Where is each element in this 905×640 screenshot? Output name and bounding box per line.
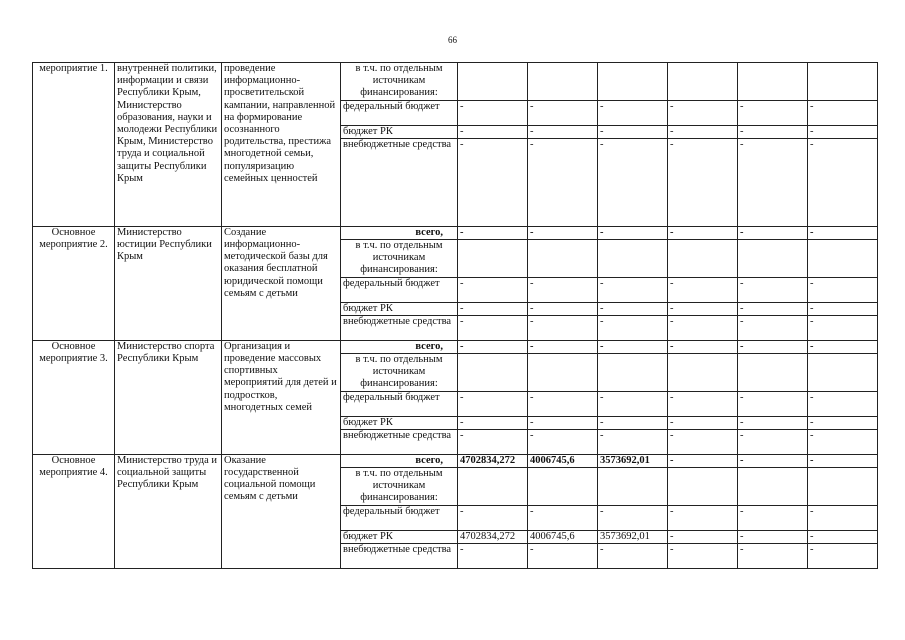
value-cell: - (738, 277, 808, 302)
value-cell (528, 468, 598, 506)
value-cell: - (598, 125, 668, 138)
value-cell: - (598, 315, 668, 340)
value-cell: 3573692,01 (598, 530, 668, 543)
value-cell: - (668, 391, 738, 416)
value-cell: - (528, 416, 598, 429)
event-cell: Основное мероприятие 4. (33, 454, 115, 568)
source-label-incl: в т.ч. по отдельным источникам финансирования: (341, 354, 458, 392)
value-cell: - (738, 138, 808, 226)
value-cell: - (528, 125, 598, 138)
value-cell: - (808, 530, 878, 543)
source-label-rk: бюджет РК (341, 302, 458, 315)
value-cell: - (528, 429, 598, 454)
value-cell: - (458, 505, 528, 530)
value-cell: - (458, 391, 528, 416)
source-label-federal: федеральный бюджет (341, 277, 458, 302)
value-cell: - (738, 454, 808, 467)
source-label-rk: бюджет РК (341, 416, 458, 429)
value-cell: - (808, 340, 878, 353)
value-cell: - (598, 100, 668, 125)
source-label-extra: внебюджетные средства (341, 138, 458, 226)
value-cell: - (668, 340, 738, 353)
value-cell: 4006745,6 (528, 454, 598, 467)
table-row (33, 63, 878, 101)
value-cell (598, 63, 668, 101)
value-cell: - (458, 340, 528, 353)
value-cell (458, 354, 528, 392)
value-cell (668, 63, 738, 101)
value-cell: - (808, 391, 878, 416)
value-cell: - (808, 302, 878, 315)
source-label-extra: внебюджетные средства (341, 543, 458, 568)
value-cell: - (598, 302, 668, 315)
value-cell: - (598, 416, 668, 429)
value-cell: 4702834,272 (458, 454, 528, 467)
value-cell: - (738, 530, 808, 543)
value-cell: - (598, 340, 668, 353)
value-cell: 4702834,272 (458, 530, 528, 543)
value-cell: - (668, 505, 738, 530)
value-cell (738, 468, 808, 506)
value-cell: - (458, 543, 528, 568)
value-cell: - (668, 100, 738, 125)
value-cell (458, 240, 528, 278)
value-cell (738, 240, 808, 278)
value-cell: - (598, 391, 668, 416)
value-cell (808, 354, 878, 392)
value-cell (598, 240, 668, 278)
value-cell: 3573692,01 (598, 454, 668, 467)
value-cell: - (808, 138, 878, 226)
value-cell: - (598, 226, 668, 239)
value-cell: - (668, 138, 738, 226)
value-cell: - (528, 302, 598, 315)
value-cell: - (528, 340, 598, 353)
value-cell (668, 240, 738, 278)
table-row (33, 226, 878, 239)
source-label-incl: в т.ч. по отдельным источникам финансирования: (341, 240, 458, 278)
value-cell: - (738, 543, 808, 568)
value-cell: - (598, 505, 668, 530)
value-cell (808, 240, 878, 278)
executor-cell: внутренней политики, информации и связи Республики Крым, Министерство образования, науки и молодежи Республики Крым, Министерство труда и социальной защиты Республики Крым (115, 63, 222, 227)
value-cell (738, 63, 808, 101)
source-label-federal: федеральный бюджет (341, 505, 458, 530)
description-cell: Организация и проведение массовых спортивных мероприятий для детей и подростков, многодетных семей (222, 340, 341, 454)
value-cell: - (528, 315, 598, 340)
value-cell: - (738, 315, 808, 340)
value-cell (458, 468, 528, 506)
value-cell: - (458, 226, 528, 239)
value-cell: - (808, 125, 878, 138)
executor-cell: Министерство спорта Республики Крым (115, 340, 222, 454)
value-cell: - (598, 543, 668, 568)
value-cell: - (528, 226, 598, 239)
source-label-extra: внебюджетные средства (341, 429, 458, 454)
value-cell (528, 240, 598, 278)
source-label-total: всего, (341, 226, 458, 239)
value-cell: - (808, 543, 878, 568)
value-cell: - (808, 454, 878, 467)
description-cell: Создание информационно-методической базы для оказания бесплатной юридической помощи семьям с детьми (222, 226, 341, 340)
value-cell: - (458, 315, 528, 340)
value-cell: - (738, 505, 808, 530)
value-cell: - (528, 505, 598, 530)
value-cell: - (738, 416, 808, 429)
value-cell: - (668, 429, 738, 454)
value-cell: - (668, 277, 738, 302)
value-cell (668, 468, 738, 506)
executor-cell: Министерство юстиции Республики Крым (115, 226, 222, 340)
financing-table (32, 62, 878, 569)
value-cell (668, 354, 738, 392)
value-cell: - (808, 100, 878, 125)
value-cell: - (458, 138, 528, 226)
value-cell: - (738, 226, 808, 239)
value-cell: - (738, 391, 808, 416)
source-label-rk: бюджет РК (341, 530, 458, 543)
description-cell: проведение информационно-просветительской кампании, направленной на формирование осознанного родительства, престижа многодетной семьи, популяризацию семейных ценностей (222, 63, 341, 227)
value-cell: - (598, 277, 668, 302)
value-cell: - (808, 505, 878, 530)
value-cell: - (808, 429, 878, 454)
value-cell: - (528, 543, 598, 568)
value-cell: - (808, 315, 878, 340)
source-label-incl: в т.ч. по отдельным источникам финансирования: (341, 468, 458, 506)
value-cell (808, 468, 878, 506)
source-label-extra: внебюджетные средства (341, 315, 458, 340)
value-cell (528, 354, 598, 392)
value-cell: - (668, 315, 738, 340)
value-cell: - (738, 302, 808, 315)
value-cell: - (738, 429, 808, 454)
value-cell: - (668, 125, 738, 138)
value-cell: - (668, 454, 738, 467)
value-cell: - (528, 277, 598, 302)
value-cell: - (528, 100, 598, 125)
source-label-federal: федеральный бюджет (341, 100, 458, 125)
value-cell: - (458, 100, 528, 125)
value-cell: - (738, 125, 808, 138)
value-cell: - (598, 138, 668, 226)
table-row (33, 340, 878, 353)
executor-cell: Министерство труда и социальной защиты Республики Крым (115, 454, 222, 568)
table-row (33, 454, 878, 467)
page-number: 66 (448, 35, 457, 45)
value-cell: - (738, 340, 808, 353)
value-cell: - (668, 543, 738, 568)
value-cell: - (738, 100, 808, 125)
value-cell (808, 63, 878, 101)
value-cell: - (458, 125, 528, 138)
value-cell: - (528, 138, 598, 226)
value-cell: - (668, 530, 738, 543)
value-cell: - (458, 277, 528, 302)
source-label-federal: федеральный бюджет (341, 391, 458, 416)
event-cell: мероприятие 1. (33, 63, 115, 227)
source-label-incl: в т.ч. по отдельным источникам финансирования: (341, 63, 458, 101)
description-cell: Оказание государственной социальной помощи семьям с детьми (222, 454, 341, 568)
value-cell (528, 63, 598, 101)
value-cell: - (528, 391, 598, 416)
value-cell (458, 63, 528, 101)
value-cell (598, 354, 668, 392)
value-cell: - (458, 429, 528, 454)
value-cell: - (668, 416, 738, 429)
value-cell: - (808, 226, 878, 239)
value-cell: - (458, 416, 528, 429)
value-cell: - (808, 277, 878, 302)
value-cell (738, 354, 808, 392)
event-cell: Основное мероприятие 2. (33, 226, 115, 340)
value-cell: - (668, 302, 738, 315)
value-cell (598, 468, 668, 506)
value-cell: - (598, 429, 668, 454)
value-cell: - (458, 302, 528, 315)
value-cell: 4006745,6 (528, 530, 598, 543)
source-label-total: всего, (341, 340, 458, 353)
value-cell: - (668, 226, 738, 239)
value-cell: - (808, 416, 878, 429)
source-label-rk: бюджет РК (341, 125, 458, 138)
source-label-total: всего, (341, 454, 458, 467)
event-cell: Основное мероприятие 3. (33, 340, 115, 454)
